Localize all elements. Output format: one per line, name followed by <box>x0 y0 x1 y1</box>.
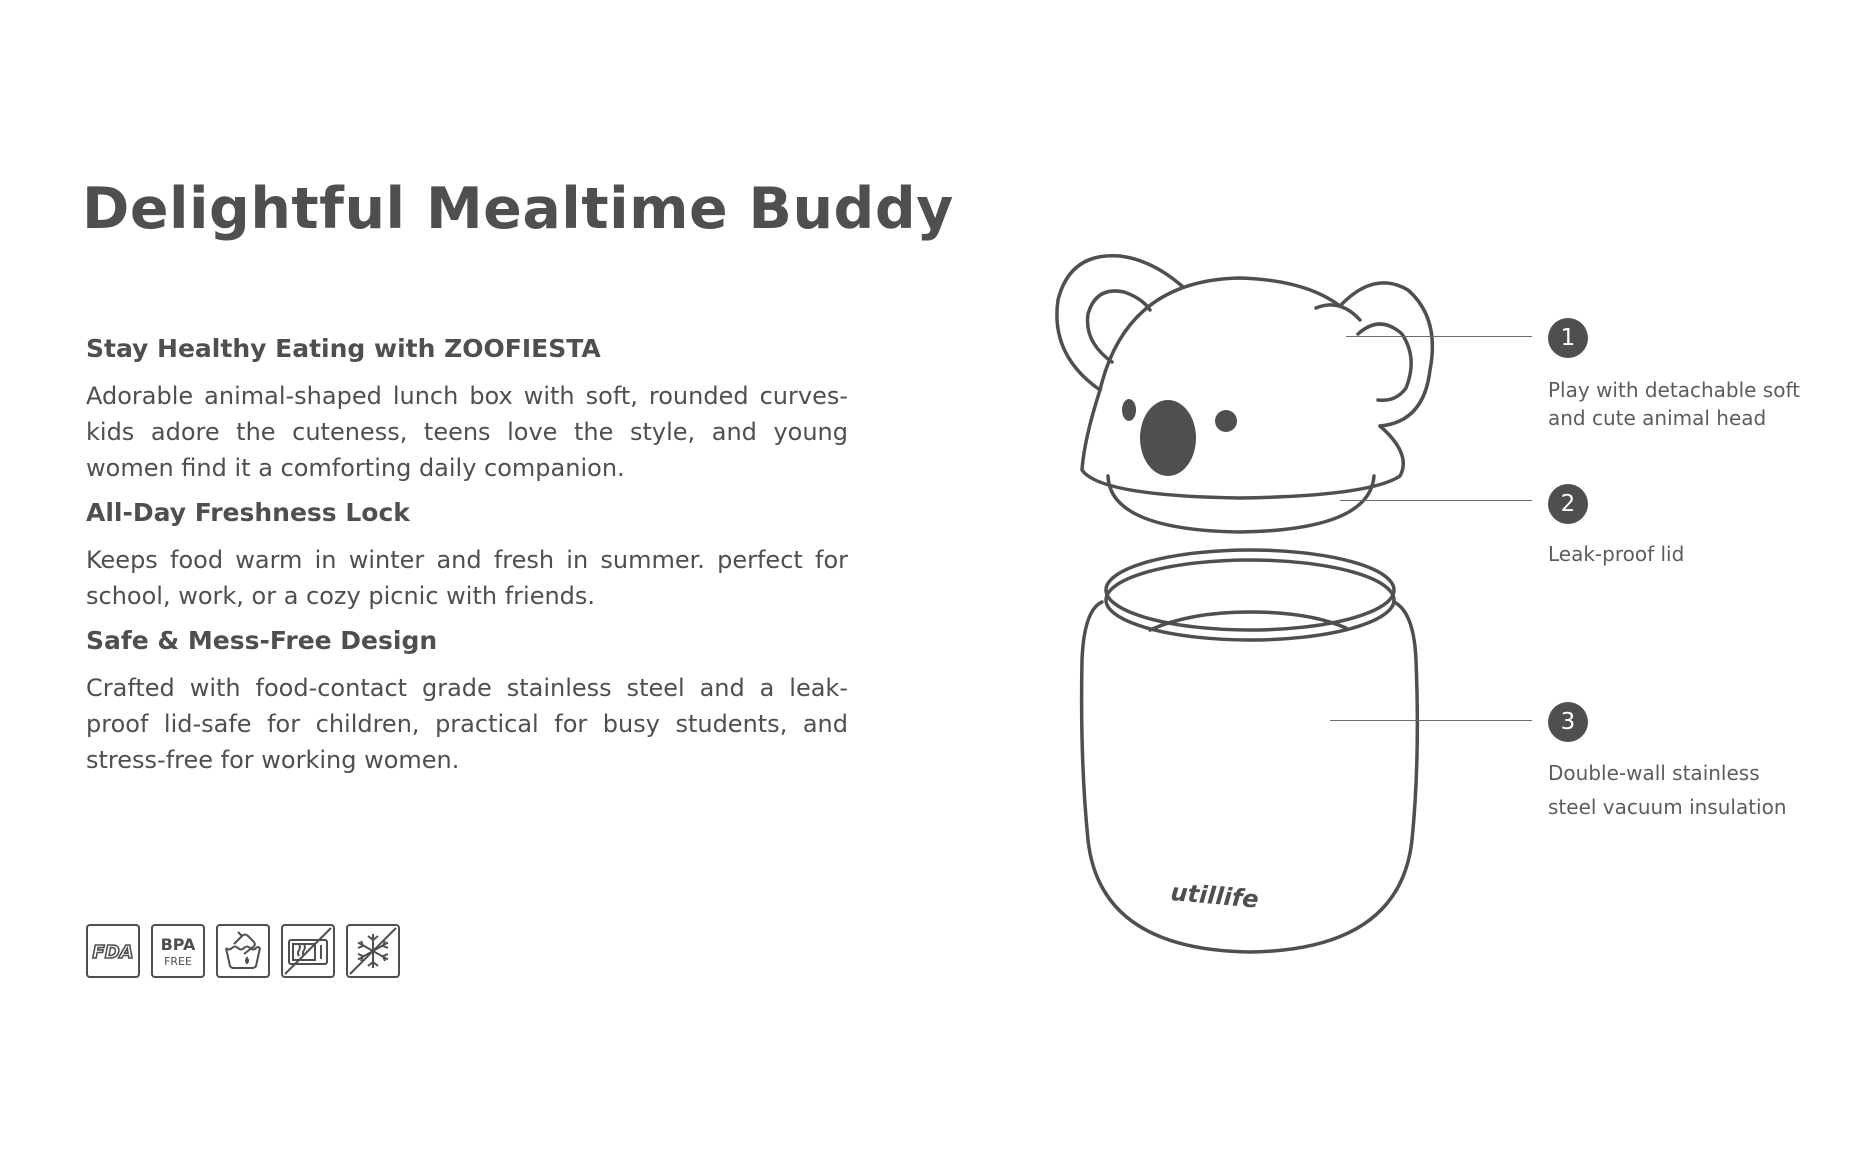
no-freezer-icon <box>346 924 400 978</box>
no-microwave-icon <box>281 924 335 978</box>
callout-label-1-line2: and cute animal head <box>1548 406 1767 430</box>
callout-label-1-line1: Play with detachable soft <box>1548 378 1800 402</box>
fda-icon <box>86 924 140 978</box>
callout-line-3 <box>1330 720 1532 721</box>
section-body-safe-design: Crafted with food-contact grade stainless steel and a leak-proof lid-safe for children, practical for busy students, and stress-free for working women. <box>86 674 848 774</box>
koala-left-eye <box>1122 399 1136 421</box>
section-heading-safe-design: Safe & Mess-Free Design <box>86 626 438 655</box>
koala-right-eye <box>1215 410 1237 432</box>
callout-line-1 <box>1346 336 1532 337</box>
callout-line-2 <box>1340 500 1532 501</box>
feature-text-column <box>86 332 848 788</box>
callout-label-3-line2: steel vacuum insulation <box>1548 795 1787 819</box>
callout-label-3 <box>1548 756 1787 824</box>
section-body-healthy-eating: Adorable animal-shaped lunch box with soft, rounded curves-kids adore the cuteness, teens love the style, and young women find it a comforting daily companion. <box>86 382 848 482</box>
product-illustration <box>1040 240 1470 960</box>
koala-head-top <box>1100 278 1432 426</box>
callout-label-2 <box>1548 540 1684 568</box>
cup-rim-inner <box>1106 560 1394 640</box>
bpa-free-icon <box>151 924 205 978</box>
callout-badge-3: 3 <box>1548 702 1588 742</box>
koala-left-ear <box>1057 256 1182 390</box>
fda-label: FDA <box>92 942 134 963</box>
section-heading-freshness: All-Day Freshness Lock <box>86 498 410 527</box>
callout-label-3-line1: Double-wall stainless <box>1548 761 1760 785</box>
callout-badge-1: 1 <box>1548 318 1588 358</box>
section-body-freshness: Keeps food warm in winter and fresh in summer. perfect for school, work, or a cozy picnic with friends. <box>86 546 848 610</box>
koala-right-ear-flap <box>1316 305 1360 320</box>
callout-label-1 <box>1548 376 1800 432</box>
callout-label-2-line1: Leak-proof lid <box>1548 542 1685 566</box>
koala-lid-ring <box>1108 476 1374 532</box>
free-label: FREE <box>164 955 192 968</box>
bpa-label: BPA <box>160 935 196 954</box>
certification-icons <box>86 924 400 978</box>
koala-nose <box>1140 400 1196 476</box>
callout-badge-2: 2 <box>1548 484 1588 524</box>
koala-left-inner-ear <box>1088 291 1151 362</box>
section-heading-healthy-eating: Stay Healthy Eating with ZOOFIESTA <box>86 334 601 363</box>
hand-wash-icon <box>216 924 270 978</box>
brand-logo: utillife <box>1169 878 1260 914</box>
cup-rim <box>1106 550 1394 630</box>
page-title: Delightful Mealtime Buddy <box>82 176 954 242</box>
